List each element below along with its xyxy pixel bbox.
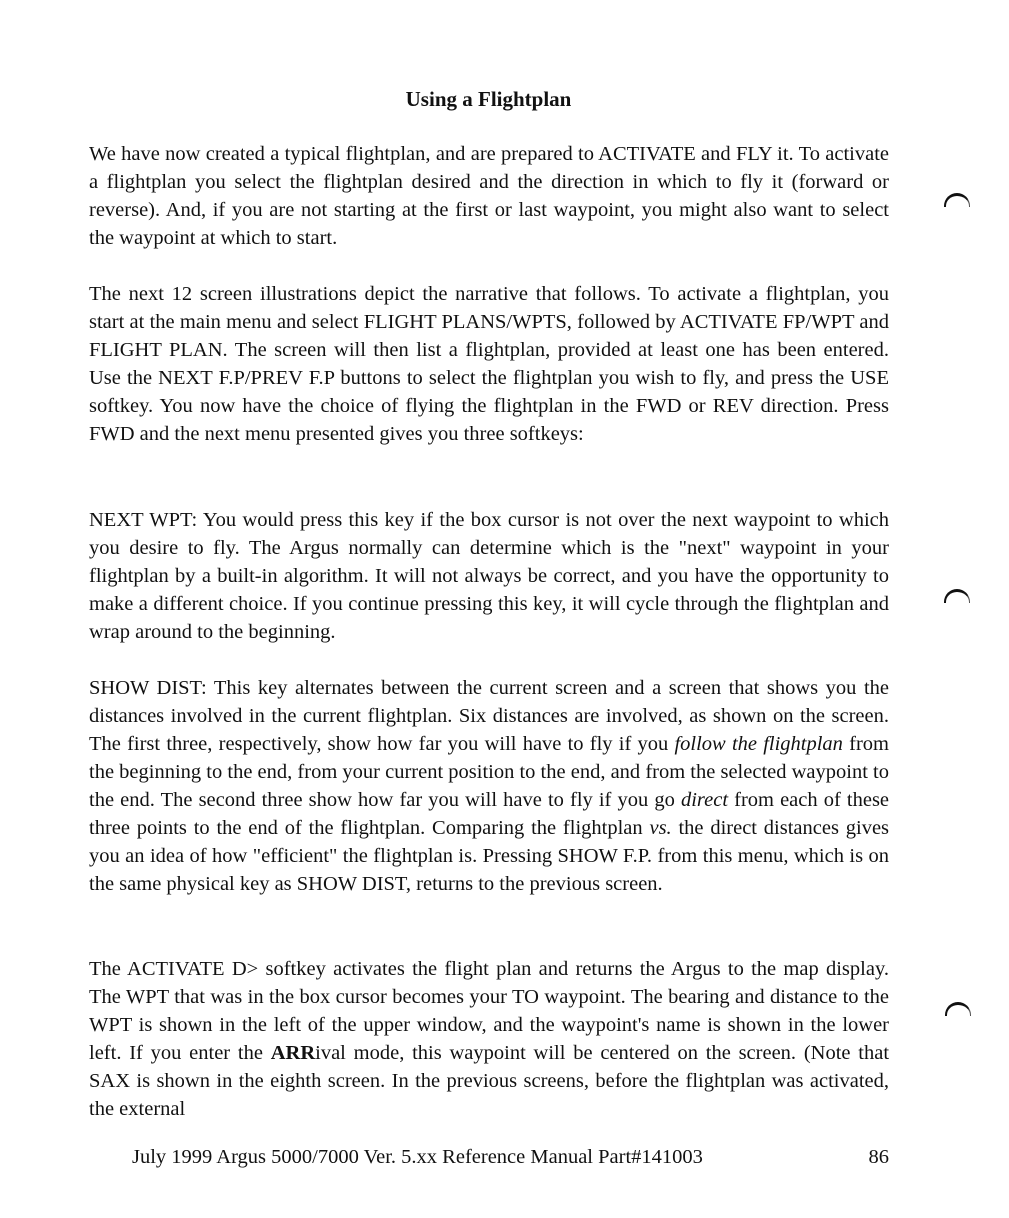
arrival-bold: ARR: [270, 1042, 316, 1064]
show-dist-text-2: from the beginning to the end, from your current position to the end, and from the selected waypoint to the end. The second three show how far you will have to fly if you go: [89, 733, 890, 811]
next-wpt-paragraph: NEXT WPT: You would press this key if the box cursor is not over the next waypoint to which you desire to fly. The Argus normally can determine which is the "next" waypoint in your flightplan by a built-in algorithm. It will not always be correct, and you have the opportunity to make a different choice. If you continue pressing this key, it will cycle through the flightplan and wrap around to the beginning.: [89, 509, 889, 643]
emphasis-follow-flightplan: follow the flightplan: [674, 733, 843, 755]
activate-paragraph: [89, 955, 889, 1123]
show-dist-text-3: from each of these three points to the end of the flightplan. Comparing the flightplan: [89, 789, 890, 839]
page-number: 86: [868, 1146, 889, 1168]
binder-hole-mark-icon: [944, 589, 970, 603]
show-dist-text-1: SHOW DIST: This key alternates between the current screen and a screen that shows you the distances involved in the current flightplan. Six distances are involved, as shown on the screen. The first three, respectively, show how far you will have to fly if you: [89, 677, 889, 755]
binder-hole-mark-icon: [945, 1002, 971, 1016]
show-dist-text-4: the direct distances gives you an idea of how "efficient" the flightplan is. Pressing SHOW F.P. from this menu, which is on the same physical key as SHOW DIST, returns to the previous screen.: [89, 817, 890, 895]
emphasis-direct: direct: [680, 789, 729, 811]
emphasis-vs: vs.: [649, 817, 672, 839]
footer-text: July 1999 Argus 5000/7000 Ver. 5.xx Reference Manual Part#141003: [132, 1146, 703, 1168]
activate-text-2: ival mode, this waypoint will be centered on the screen. (Note that SAX is shown in the eighth screen. In the previous screens, before the flightplan was activated, the external: [89, 1042, 890, 1120]
show-dist-paragraph: [89, 674, 889, 898]
section-title: Using a Flightplan: [405, 87, 572, 111]
binder-hole-mark-icon: [944, 193, 970, 207]
narrative-paragraph: The next 12 screen illustrations depict the narrative that follows. To activate a flightplan, you start at the main menu and select FLIGHT PLANS/WPTS, followed by ACTIVATE FP/WPT and FLIGHT PLAN. The screen will then list a flightplan, provided at least one has been entered. Use the NEXT F.P/PREV F.P buttons to select the flightplan you wish to fly, and press the USE softkey. You now have the choice of flying the flightplan in the FWD or REV direction. Press FWD and the next menu presented gives you three softkeys:: [89, 283, 889, 445]
page-footer: [132, 1143, 889, 1171]
activate-text-1: The ACTIVATE D> softkey activates the flight plan and returns the Argus to the map display. The WPT that was in the box cursor becomes your TO waypoint. The bearing and distance to the WPT is shown in the left of the upper window, and the waypoint's name is shown in the lower left. If you enter the: [89, 958, 889, 1064]
intro-paragraph: We have now created a typical flightplan, and are prepared to ACTIVATE and FLY it. To activate a flightplan you select the flightplan desired and the direction in which to fly it (forward or reverse). And, if you are not starting at the first or last waypoint, you might also want to select the waypoint at which to start.: [89, 143, 889, 249]
